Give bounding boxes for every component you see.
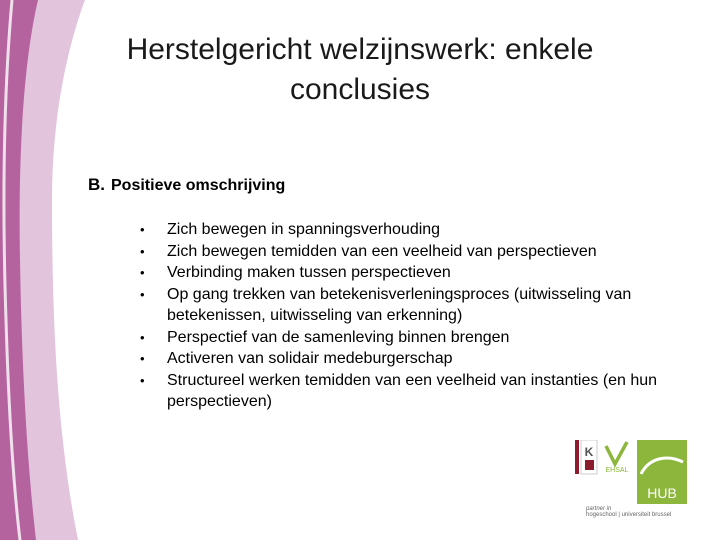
bullet-icon: • bbox=[140, 329, 145, 345]
ehsal-label: EHSAL bbox=[605, 467, 629, 474]
bullet-icon: • bbox=[140, 222, 145, 237]
section-letter: B. bbox=[88, 175, 105, 194]
bullet-text: Structureel werken temidden van een veelheid van instanties (en hun perspectieven) bbox=[167, 371, 658, 410]
section-heading bbox=[88, 175, 285, 195]
list-item bbox=[140, 327, 680, 349]
bullet-text: Activeren van solidair medeburgerschap bbox=[167, 350, 453, 367]
bullet-text: Zich bewegen temidden van een veelheid van perspectieven bbox=[167, 242, 597, 260]
bullet-list bbox=[140, 219, 680, 413]
svg-text:K: K bbox=[584, 445, 594, 459]
bullet-text: Op gang trekken van betekenisverleningsproces (uitwisseling van betekenissen, uitwisseling van erkenning) bbox=[167, 285, 632, 324]
partner-line-2: hogeschool | universiteit brussel bbox=[586, 512, 672, 518]
list-item bbox=[140, 262, 680, 284]
bullet-icon: • bbox=[140, 351, 145, 366]
bullet-icon: • bbox=[140, 286, 145, 302]
list-item bbox=[140, 241, 680, 263]
partner-tagline bbox=[586, 506, 686, 518]
list-item bbox=[140, 370, 680, 413]
bullet-icon: • bbox=[140, 372, 145, 388]
bullet-text: Perspectief van de samenleving binnen brengen bbox=[167, 328, 510, 346]
bullet-icon: • bbox=[140, 265, 145, 280]
section-title: Positieve omschrijving bbox=[111, 177, 286, 194]
bullet-text: Zich bewegen in spanningsverhouding bbox=[167, 221, 441, 238]
hub-logo bbox=[637, 440, 687, 504]
list-item bbox=[140, 284, 680, 327]
bullet-icon: • bbox=[140, 243, 145, 259]
list-item bbox=[140, 348, 680, 370]
partner-line-1: partner in bbox=[586, 506, 612, 512]
hub-label: HUB bbox=[647, 485, 677, 501]
ehsal-logo bbox=[601, 440, 631, 474]
ku-logo bbox=[575, 440, 597, 474]
slide-title: Herstelgericht welzijnswerk: enkele conclusies bbox=[126, 33, 594, 106]
list-item bbox=[140, 219, 680, 241]
bullet-text: Verbinding maken tussen perspectieven bbox=[167, 264, 451, 281]
